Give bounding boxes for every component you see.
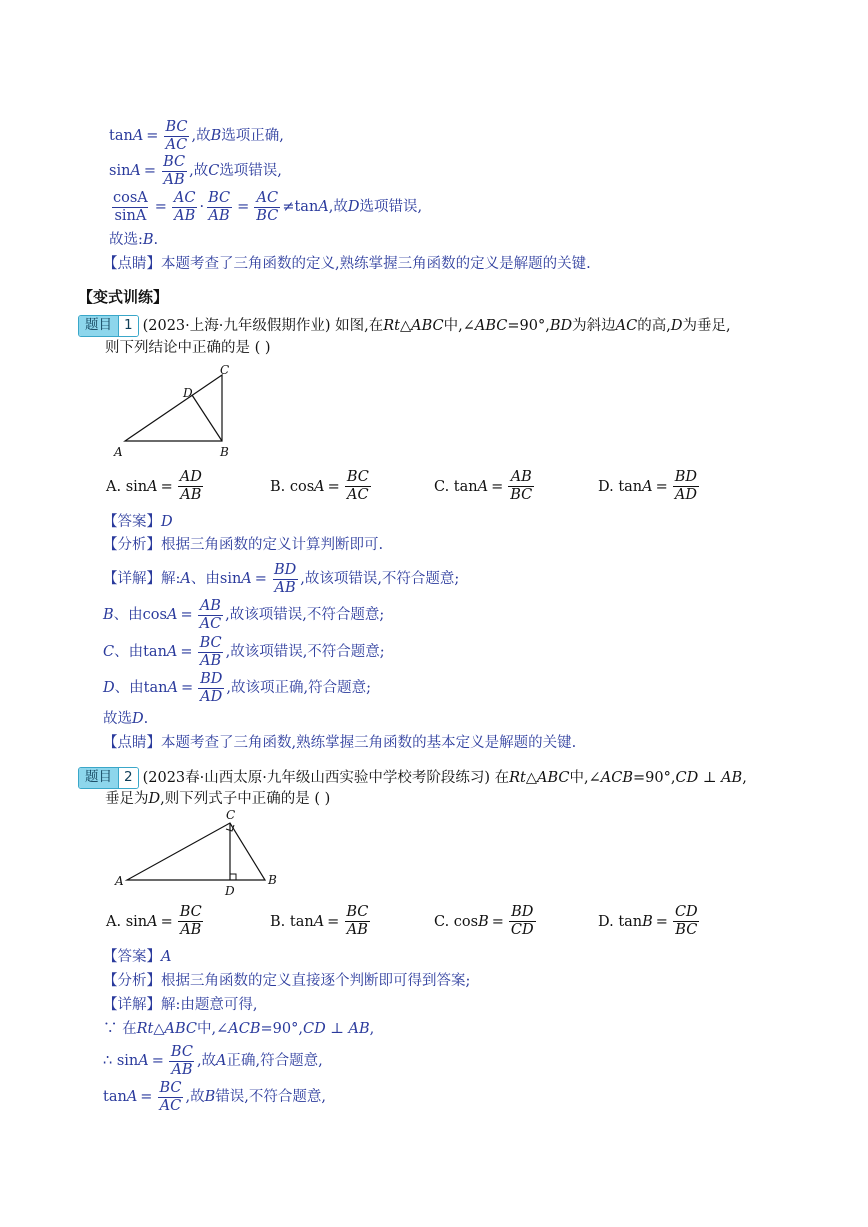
eq: = — [491, 913, 504, 930]
text: . — [143, 711, 149, 727]
num: BC — [159, 1080, 182, 1096]
fraction — [198, 672, 224, 705]
section-title: 【变式训练】 — [78, 288, 169, 306]
fraction — [345, 470, 371, 503]
den: BC — [675, 922, 698, 939]
fraction — [344, 905, 370, 938]
var: A — [167, 680, 178, 697]
text: 故选: — [109, 232, 143, 248]
den: AB — [174, 208, 196, 225]
text: 、由cos — [113, 607, 167, 624]
den: CD — [510, 922, 534, 939]
text: 错误,不符合题意, — [215, 1089, 326, 1106]
q2-because — [103, 1022, 374, 1037]
den: AB — [163, 172, 185, 189]
text: ,则下列式子中正确的是 ( ) — [160, 791, 331, 807]
vertex-label-a: A — [115, 874, 124, 888]
text: , — [742, 769, 747, 786]
fraction — [178, 905, 204, 938]
text: ,故 — [185, 1089, 205, 1106]
eq: = — [143, 163, 157, 180]
eq: = — [180, 680, 194, 697]
den: BC — [510, 487, 533, 504]
eq: = — [237, 199, 250, 216]
text: , — [369, 1021, 375, 1037]
fraction — [161, 155, 187, 188]
altitude-bd — [192, 395, 222, 441]
text: ,故该项正确,符合题意; — [226, 680, 371, 697]
fraction — [198, 636, 224, 669]
label: D. tan — [598, 913, 643, 930]
label: C. cos — [434, 913, 479, 930]
text: 、由sin — [190, 571, 242, 588]
comment-text: 【点睛】本题考查了三角函数,熟练掌握三角函数的基本定义是解题的关键. — [103, 735, 577, 751]
math: ACB — [600, 769, 634, 786]
num: BD — [511, 904, 534, 920]
math: C — [103, 644, 115, 661]
var: A — [313, 913, 325, 930]
text: tan — [103, 1089, 127, 1106]
var: A — [126, 1089, 138, 1106]
vertex-label-b: B — [268, 873, 277, 887]
den: AC — [165, 137, 188, 154]
den: AB — [180, 487, 202, 504]
var: A — [477, 478, 489, 495]
answer-tag: 【答案】 — [103, 949, 161, 965]
text: 故选 — [103, 711, 132, 727]
label: A. sin — [106, 913, 148, 930]
den: AD — [674, 487, 697, 504]
text: (2023春·山西太原·九年级山西实验中学校考阶段练习) 在 — [142, 769, 510, 786]
math: Rt△ABC — [383, 317, 444, 334]
text: =90°, — [633, 769, 676, 786]
q1-answer — [103, 515, 173, 530]
fraction — [254, 191, 280, 224]
label: A. sin — [106, 478, 148, 495]
opt: B — [204, 1089, 216, 1106]
eq: = — [160, 478, 173, 495]
comment-text: 【点睛】本题考查了三角函数的定义,熟练掌握三角函数的定义是解题的关键. — [103, 256, 591, 272]
text: 中,∠ — [443, 317, 475, 334]
q2-triangle-figure — [110, 805, 285, 900]
var: A — [132, 128, 144, 145]
den: sinA — [114, 208, 147, 225]
vertex-label-c: C — [226, 808, 236, 822]
num: BC — [346, 904, 369, 920]
q2-step2 — [103, 1081, 326, 1114]
text: 选项错误, — [359, 199, 423, 216]
q2-answer — [103, 950, 171, 965]
text: 中,∠ — [569, 769, 601, 786]
text: ,故 — [191, 128, 211, 145]
text: ,故该项错误,不符合题意; — [225, 644, 385, 661]
text: ,故该项错误,不符合题意; — [300, 571, 460, 588]
var: A — [138, 1053, 149, 1070]
neq: ≠tan — [282, 199, 319, 216]
q1-detail-line1 — [103, 563, 459, 596]
fraction — [169, 1045, 195, 1078]
eq: = — [655, 913, 668, 930]
q2-detail — [103, 998, 258, 1013]
badge-label: 题目 — [79, 316, 118, 336]
num: BD — [674, 469, 698, 485]
opt: A — [216, 1053, 227, 1070]
answer-value: A — [161, 949, 172, 965]
line-cos-over-sin — [109, 191, 422, 224]
q1-analysis — [103, 538, 383, 553]
opt: B — [210, 128, 222, 145]
q1-detail-line3 — [103, 636, 385, 669]
eq: = — [180, 644, 193, 661]
dot: · — [199, 199, 205, 216]
q2-option-c[interactable] — [434, 905, 538, 938]
var: B — [642, 913, 653, 930]
text: =90°, — [507, 317, 550, 334]
q1-choose — [103, 712, 148, 727]
detail-tag: 【详解】解: — [103, 571, 181, 588]
text: 、由tan — [114, 644, 167, 661]
text: ∵ 在 — [103, 1021, 137, 1037]
text: 选项正确, — [221, 128, 284, 145]
q1-detail-line2 — [103, 599, 384, 632]
vertex-label-d: D — [183, 386, 193, 400]
var: A — [318, 199, 329, 216]
num: cosA — [113, 190, 148, 206]
fraction — [509, 905, 536, 938]
den: AB — [274, 580, 296, 597]
text: 正确,符合题意, — [226, 1053, 323, 1070]
eq: = — [491, 478, 504, 495]
den: BC — [256, 208, 279, 225]
var: A — [166, 607, 178, 624]
q1-badge — [78, 315, 139, 337]
badge-number: 2 — [118, 768, 138, 788]
label: D. tan — [598, 478, 643, 495]
var: B — [478, 913, 489, 930]
eq: = — [327, 478, 340, 495]
eq: = — [180, 607, 193, 624]
var: A — [642, 478, 653, 495]
text: =90°, — [260, 1021, 303, 1037]
q1-option-a[interactable] — [106, 470, 206, 503]
text: 选项错误, — [219, 163, 282, 180]
text: 垂足为 — [105, 791, 149, 807]
line-comment — [103, 257, 591, 272]
q1-comment — [103, 736, 576, 751]
triangle-abc — [125, 375, 222, 441]
eq: = — [140, 1089, 153, 1106]
math: D — [670, 317, 683, 334]
q2-stem-line1 — [78, 767, 747, 789]
q1-option-d[interactable] — [598, 470, 701, 503]
num: BC — [208, 190, 231, 206]
right-angle-mark-d — [230, 874, 236, 880]
text: 中,∠ — [197, 1021, 229, 1037]
opt: D — [132, 711, 144, 727]
vertex-label-b: B — [220, 445, 229, 459]
var: A — [147, 478, 158, 495]
fraction — [673, 470, 699, 503]
q1-triangle-figure — [110, 360, 240, 460]
den: AC — [199, 616, 222, 633]
num: BC — [346, 469, 369, 485]
vertex-label-c: C — [220, 363, 230, 377]
num: AC — [173, 190, 196, 206]
detail-text: 【详解】解:由题意可得, — [103, 997, 258, 1013]
triangle-abc — [127, 823, 265, 880]
fraction — [198, 599, 224, 632]
num: CD — [674, 904, 698, 920]
fraction — [272, 563, 298, 596]
label: B. tan — [270, 913, 314, 930]
den: AC — [159, 1098, 182, 1115]
math: Rt△ABC — [136, 1021, 197, 1037]
q2-badge — [78, 767, 139, 789]
fraction — [172, 191, 198, 224]
math: B — [103, 607, 114, 624]
text: 为垂足, — [682, 317, 731, 334]
opt: C — [208, 163, 220, 180]
fraction — [673, 905, 700, 938]
math: D — [148, 791, 161, 807]
num: BC — [165, 119, 188, 135]
q1-stem-line2 — [105, 341, 271, 356]
num: BC — [170, 1044, 193, 1060]
q1-stem-line1 — [78, 315, 731, 337]
num: AD — [179, 469, 202, 485]
num: AB — [510, 469, 532, 485]
fn: tan — [109, 128, 133, 145]
num: AC — [256, 190, 279, 206]
q2-option-d[interactable] — [598, 905, 702, 938]
opt: B — [142, 232, 154, 248]
q2-option-a[interactable] — [106, 905, 206, 938]
text: ,故该项错误,不符合题意; — [225, 607, 385, 624]
eq: = — [146, 128, 159, 145]
var: A — [130, 163, 141, 180]
den: AB — [180, 922, 202, 939]
eq: = — [160, 913, 173, 930]
text: ,故 — [328, 199, 348, 216]
opt: D — [347, 199, 360, 216]
text: ,故 — [196, 1053, 217, 1070]
math: AC — [615, 317, 638, 334]
math: Rt△ABC — [509, 769, 570, 786]
answer-value: D — [161, 514, 173, 530]
eq: = — [655, 478, 668, 495]
num: BC — [163, 154, 186, 170]
text: 的高, — [637, 317, 671, 334]
den: AD — [200, 689, 223, 706]
den: AB — [208, 208, 230, 225]
fraction — [178, 470, 204, 503]
analysis-text: 【分析】根据三角函数的定义计算判断即可. — [103, 537, 384, 553]
text: 则下列结论中正确的是 ( ) — [105, 340, 271, 356]
eq: = — [327, 913, 340, 930]
fn: sin — [109, 163, 131, 180]
den: AB — [200, 653, 222, 670]
fraction — [508, 470, 534, 503]
vertex-label-d: D — [225, 884, 235, 898]
fraction — [163, 120, 189, 153]
text: ,故 — [189, 163, 209, 180]
text: . — [153, 232, 159, 248]
label: B. cos — [270, 478, 315, 495]
text: 、由tan — [114, 680, 168, 697]
math: BD — [549, 317, 573, 334]
math: A — [180, 571, 191, 588]
answer-tag: 【答案】 — [103, 514, 161, 530]
text: 为斜边 — [572, 317, 616, 334]
label: C. tan — [434, 478, 478, 495]
badge-number: 1 — [118, 316, 138, 336]
num: AB — [199, 598, 221, 614]
line-choose — [109, 233, 158, 248]
num: BC — [179, 904, 202, 920]
math: ABC — [474, 317, 508, 334]
fraction — [206, 191, 232, 224]
math: CD ⊥ AB — [675, 769, 743, 786]
var: A — [314, 478, 325, 495]
text: (2023·上海·九年级假期作业) 如图,在 — [142, 317, 384, 334]
line-tan-a — [109, 120, 284, 153]
analysis-text: 【分析】根据三角函数的定义直接逐个判断即可得到答案; — [103, 973, 471, 989]
var: A — [166, 644, 178, 661]
fraction — [111, 191, 150, 224]
q1-option-b[interactable] — [270, 470, 373, 503]
den: AB — [346, 922, 368, 939]
num: BD — [273, 562, 297, 578]
vertex-label-a: A — [114, 445, 123, 459]
var: A — [241, 571, 252, 588]
text: ∴ sin — [103, 1053, 139, 1070]
eq: = — [151, 1053, 164, 1070]
q1-option-c[interactable] — [434, 470, 536, 503]
line-sin-a — [109, 155, 282, 188]
num: BD — [200, 671, 223, 687]
math: ACB — [228, 1021, 261, 1037]
badge-label: 题目 — [79, 768, 118, 788]
eq: = — [154, 199, 167, 216]
q1-detail-line4 — [103, 672, 371, 705]
den: AB — [171, 1062, 193, 1079]
num: BC — [199, 635, 222, 651]
math: D — [103, 680, 115, 697]
q2-analysis — [103, 974, 470, 989]
fraction — [157, 1081, 183, 1114]
den: AC — [347, 487, 369, 504]
eq: = — [254, 571, 267, 588]
q2-step1 — [103, 1045, 323, 1078]
math: CD ⊥ AB — [302, 1021, 370, 1037]
q2-option-b[interactable] — [270, 905, 372, 938]
var: A — [147, 913, 158, 930]
